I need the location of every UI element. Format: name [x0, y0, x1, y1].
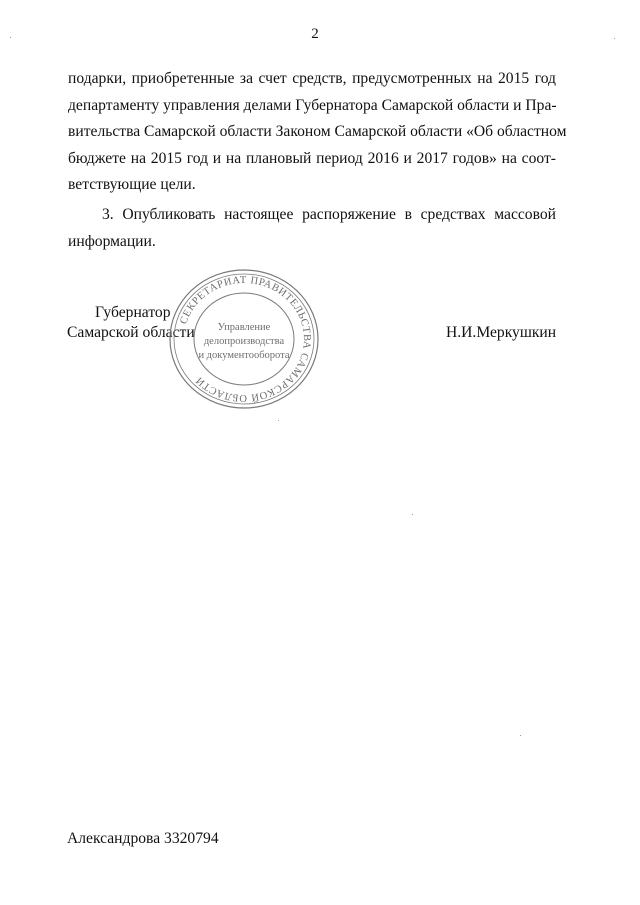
executor-contact: Александрова 3320794 — [67, 830, 219, 847]
official-seal-stamp — [168, 268, 320, 410]
scan-speck — [520, 735, 521, 736]
body-paragraph-2 — [68, 202, 556, 255]
scan-speck — [412, 514, 413, 515]
seal-center-line: Управление — [217, 322, 271, 333]
text-line: вительства Самарской области Законом Самарской области «Об областном — [68, 123, 567, 140]
text-line: департаменту управления делами Губернатора Самарской области и Пра- — [68, 96, 557, 114]
body-paragraph-1 — [68, 66, 567, 199]
text-line: ветствующие цели. — [68, 176, 196, 193]
text-line: 3. Опубликовать настоящее распоряжение в средствах массовой — [102, 206, 556, 223]
scan-speck — [10, 37, 11, 38]
scan-speck — [278, 420, 279, 421]
page-number: 2 — [311, 26, 319, 42]
seal-ring-text: СЕКРЕТАРИАТ ПРАВИТЕЛЬСТВА САМАРСКОЙ ОБЛАСТИ — [178, 274, 313, 404]
signatory-title: Губернатор — [95, 304, 171, 321]
signatory-name: Н.И.Меркушкин — [446, 324, 557, 341]
scan-speck — [614, 38, 615, 39]
text-line: подарки, приобретенные за счет средств, предусмотренных на 2015 год — [68, 70, 556, 87]
seal-center-line: и документооборота — [198, 350, 290, 361]
signatory-region: Самарской области — [67, 324, 195, 341]
seal-center-line: делопроизводства — [203, 336, 285, 347]
text-line: информации. — [68, 232, 156, 250]
text-line: бюджете на 2015 год и на плановый период 2016 и 2017 годов» на соот- — [68, 149, 556, 167]
